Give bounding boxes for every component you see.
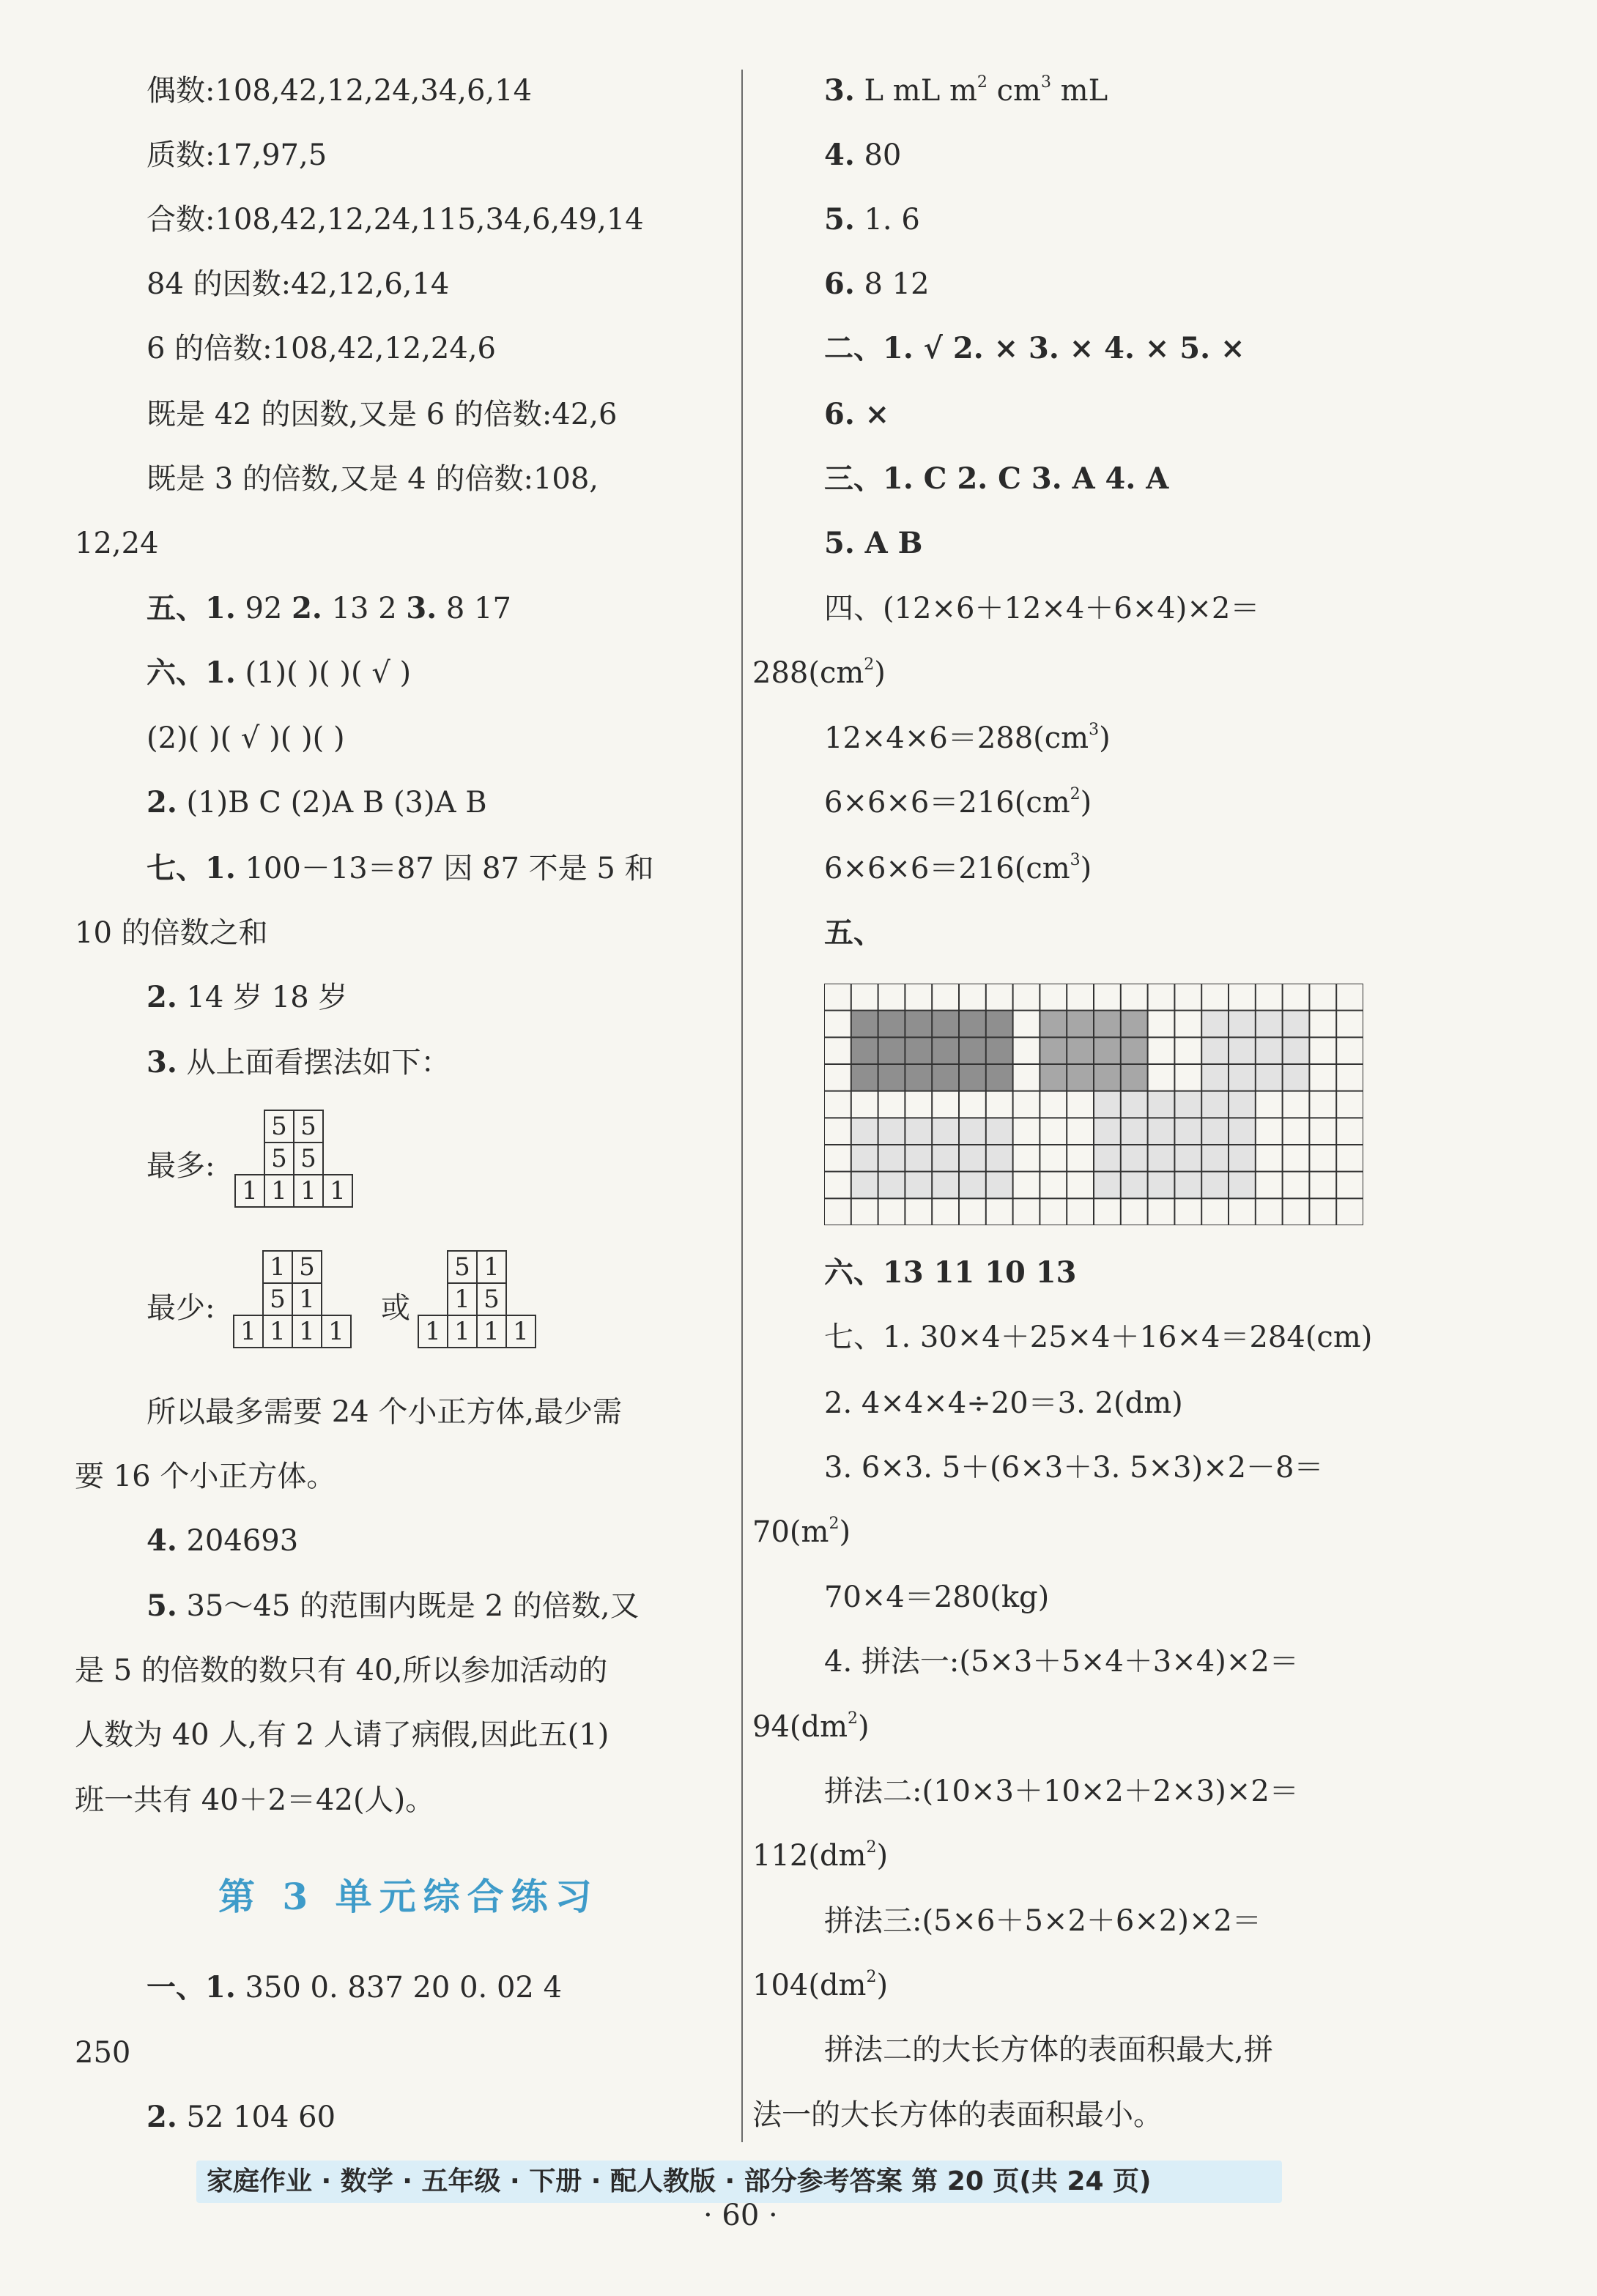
answer-seven-r10: 拼法三:(5×6＋5×2＋6×2)×2＝ <box>824 1904 1261 1938</box>
even-numbers: 偶数:108,42,12,24,34,6,14 <box>147 74 533 108</box>
cube-row <box>234 1283 351 1315</box>
cuboid-net-grid <box>824 984 1363 1225</box>
answer-six-1: 六、1. (1)( )( )( √ ) <box>147 655 412 690</box>
cube-count-cell: 1 <box>264 1175 294 1207</box>
answer-one-1-cont: 250 <box>75 2036 131 2070</box>
empty-cell <box>235 1110 264 1143</box>
cube-grid-most <box>234 1110 353 1208</box>
empty-cell <box>235 1143 264 1175</box>
cube-row <box>234 1251 351 1283</box>
answer-seven-3: 3. 从上面看摆法如下： <box>147 1045 451 1080</box>
empty-cell <box>506 1251 536 1283</box>
cube-count-cell: 1 <box>477 1251 506 1283</box>
answer-seven-r5: 70×4＝280(kg) <box>824 1580 1050 1614</box>
answer-seven-r8: 拼法二:(10×3＋10×2＋2×3)×2＝ <box>824 1775 1299 1808</box>
least-label: 最少: <box>147 1291 215 1325</box>
cube-count-cell: 1 <box>263 1315 292 1348</box>
conclusion-line-1: 所以最多需要 24 个小正方体,最少需 <box>147 1395 623 1429</box>
answer-seven-r11: $104(dm^2)$ <box>752 1968 889 2002</box>
answer-four-l3: $12\times 4\times 6=288(cm^3)$ <box>824 721 1111 755</box>
answer-seven-r12: 拼法二的大长方体的表面积最大,拼 <box>824 2033 1273 2067</box>
cube-count-cell: 1 <box>506 1315 536 1348</box>
answer-six-right: 六、13 11 10 13 <box>824 1255 1077 1290</box>
column-divider <box>741 70 743 2142</box>
footer-text: 家庭作业 · 数学 · 五年级 · 下册 · 配人教版 · 部分参考答案 第 20 页(共 24 页) <box>207 2166 1152 2196</box>
answer-seven-r2: 2. 4×4×4÷20＝3. 2(dm) <box>824 1386 1183 1420</box>
multiples-6: 6 的倍数:108,42,12,24,6 <box>147 332 496 365</box>
cube-row <box>235 1143 352 1175</box>
answer-two-l2: 6. × <box>824 397 890 431</box>
answer-seven-r9: $112(dm^2)$ <box>752 1838 889 1873</box>
answer-r5: 5. 1. 6 <box>824 202 920 237</box>
cube-count-cell: 1 <box>292 1283 322 1315</box>
empty-cell <box>322 1283 351 1315</box>
answer-seven-r6: 4. 拼法一:(5×3＋5×4＋3×4)×2＝ <box>824 1645 1299 1679</box>
or-label: 或 <box>381 1291 410 1325</box>
answer-four-l5: $6\times 6\times 6=216(cm^3)$ <box>824 851 1092 885</box>
answer-r4: 4. 80 <box>824 138 902 172</box>
answer-seven-1: 七、1. 100－13＝87 因 87 不是 5 和 <box>147 851 654 885</box>
cube-count-cell: 1 <box>294 1175 323 1207</box>
cube-count-cell: 1 <box>234 1315 263 1348</box>
answer-three: 三、1. C 2. C 3. A 4. A <box>824 461 1169 496</box>
cube-count-cell: 1 <box>448 1283 477 1315</box>
answer-seven-5-l3: 人数为 40 人,有 2 人请了病假,因此五(1) <box>75 1718 609 1752</box>
composite-numbers: 合数:108,42,12,24,115,34,6,49,14 <box>147 203 644 237</box>
empty-cell <box>323 1110 352 1143</box>
empty-cell <box>418 1251 448 1283</box>
cube-count-cell: 1 <box>477 1315 506 1348</box>
cube-grid-least-a <box>233 1250 352 1348</box>
answer-four-l1: 四、(12×6＋12×4＋6×4)×2＝ <box>824 592 1260 625</box>
cube-count-cell: 5 <box>448 1251 477 1283</box>
section-title: 第 3 单元综合练习 <box>218 1875 599 1918</box>
answer-seven-5: 5. 35～45 的范围内既是 2 的倍数,又 <box>147 1589 640 1623</box>
empty-cell <box>506 1283 536 1315</box>
answer-r6: 6. 8 12 <box>824 267 930 301</box>
cube-count-cell: 1 <box>263 1251 292 1283</box>
answer-four-l4: $6\times 6\times 6=216(cm^2)$ <box>824 785 1092 820</box>
answer-seven-5-l2: 是 5 的倍数的数只有 40,所以参加活动的 <box>75 1654 608 1687</box>
answer-seven-4: 4. 204693 <box>147 1523 299 1558</box>
cube-count-cell: 1 <box>322 1315 351 1348</box>
answer-seven-1-cont: 10 的倍数之和 <box>75 916 268 950</box>
answer-seven-r13: 法一的大长方体的表面积最小。 <box>752 2098 1163 2132</box>
cube-count-cell: 1 <box>323 1175 352 1207</box>
cube-row <box>234 1315 351 1348</box>
empty-cell <box>234 1251 263 1283</box>
answer-five: 五、1. 92 2. 13 2 3. 8 17 <box>147 591 511 625</box>
cube-count-cell: 1 <box>292 1315 322 1348</box>
conclusion-line-2: 要 16 个小正方体。 <box>75 1460 336 1493</box>
cube-count-cell: 5 <box>292 1251 322 1283</box>
cube-count-cell: 5 <box>263 1283 292 1315</box>
most-label: 最多: <box>147 1149 215 1183</box>
answer-seven-r3: 3. 6×3. 5＋(6×3＋3. 5×3)×2－8＝ <box>824 1451 1324 1485</box>
multiple-3-and-4-cont: 12,24 <box>75 527 159 560</box>
cube-row <box>418 1251 536 1283</box>
cube-count-cell: 5 <box>264 1143 294 1175</box>
empty-cell <box>234 1283 263 1315</box>
multiple-3-and-4: 既是 3 的倍数,又是 4 的倍数:108, <box>147 462 599 496</box>
cube-count-cell: 1 <box>235 1175 264 1207</box>
answer-seven-r7: $94(dm^2)$ <box>752 1709 870 1744</box>
cube-count-cell: 5 <box>264 1110 294 1143</box>
cube-count-cell: 1 <box>418 1315 448 1348</box>
answer-one-1: 一、1. 350 0. 837 20 0. 02 4 <box>147 1970 563 2005</box>
answer-five-label: 五、 <box>824 915 883 950</box>
cube-row <box>235 1175 352 1207</box>
cube-row <box>235 1110 352 1143</box>
cube-count-cell: 5 <box>294 1143 323 1175</box>
cube-count-cell: 5 <box>477 1283 506 1315</box>
factors-84: 84 的因数:42,12,6,14 <box>147 267 450 301</box>
page-number: · 60 · <box>703 2199 778 2232</box>
answer-seven-5-l4: 班一共有 40＋2＝42(人)。 <box>75 1783 435 1817</box>
answer-two: 二、1. √ 2. × 3. × 4. × 5. × <box>824 331 1245 365</box>
answer-six-1-row2: (2)( )( √ )( )( ) <box>147 721 345 755</box>
cube-count-cell: 5 <box>294 1110 323 1143</box>
cube-row <box>418 1315 536 1348</box>
answer-one-2: 2. 52 104 60 <box>147 2100 336 2134</box>
answer-seven-r1: 七、1. 30×4＋25×4＋16×4＝284(cm) <box>824 1320 1373 1354</box>
prime-numbers: 质数:17,97,5 <box>147 138 327 172</box>
cube-count-cell: 1 <box>448 1315 477 1348</box>
answer-r3: 3. L mL $m^2$ $cm^3$ mL <box>824 73 1108 108</box>
answer-seven-r4: $70(m^2)$ <box>752 1515 851 1549</box>
answer-six-2: 2. (1)B C (2)A B (3)A B <box>147 785 487 820</box>
cube-row <box>418 1283 536 1315</box>
empty-cell <box>322 1251 351 1283</box>
answer-seven-2: 2. 14 岁 18 岁 <box>147 980 348 1014</box>
empty-cell <box>323 1143 352 1175</box>
answer-three-l2: 5. A B <box>824 526 923 560</box>
empty-cell <box>418 1283 448 1315</box>
answer-four-l2: $288(cm^2)$ <box>752 655 886 690</box>
cube-grid-least-b <box>418 1250 536 1348</box>
factor-and-multiple: 既是 42 的因数,又是 6 的倍数:42,6 <box>147 398 618 431</box>
